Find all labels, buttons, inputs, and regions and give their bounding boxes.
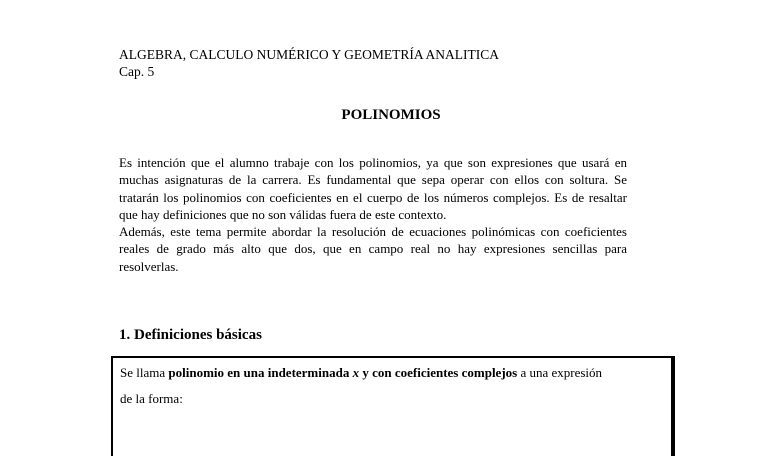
definition-line-2: de la forma: — [120, 391, 183, 406]
intro-paragraph-1: Es intención que el alumno trabaje con los polinomios, ya que son expresiones que usará en muchas asignaturas de la carrera. Es fundamental que sepa operar con ellos con soltura. Se tratarán los polinomios con coeficientes en el cuerpo de los números complejos. Es de resaltar que hay definiciones que no son válidas fuera de este contexto. — [119, 155, 627, 222]
definition-suffix: a una expresión — [517, 365, 603, 380]
chapter-title: POLINOMIOS — [341, 107, 441, 123]
intro-paragraph-2: Además, este tema permite abordar la resolución de ecuaciones polinómicas con coeficientes reales de grado más alto que dos, que en campo real no hay expresiones sencillas para resolverlas. — [119, 224, 627, 274]
definition-bold-1: polinomio en una indeterminada — [168, 365, 353, 380]
document-header — [119, 46, 499, 80]
course-title: ALGEBRA, CALCULO NUMÉRICO Y GEOMETRÍA ANALITICA — [119, 47, 499, 62]
definition-prefix: Se llama — [120, 365, 169, 380]
chapter-title-container — [0, 106, 784, 124]
intro-text — [119, 154, 627, 275]
chapter-label: Cap. 5 — [119, 64, 155, 79]
definition-box — [111, 356, 675, 456]
definition-bold-2: y con coeficientes complejos — [359, 365, 518, 380]
definition-line-1 — [120, 364, 602, 381]
definition-variable: x — [352, 365, 360, 380]
section-heading: 1. Definiciones básicas — [119, 327, 262, 343]
